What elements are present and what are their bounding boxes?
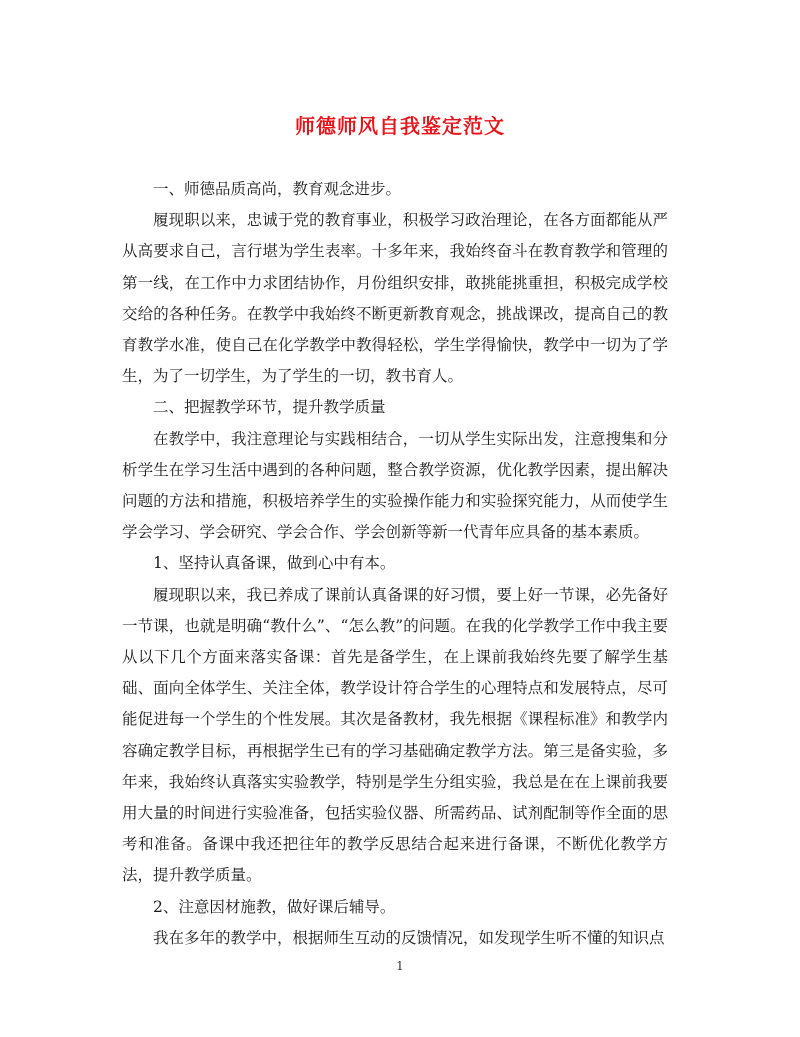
page-number: 1	[396, 959, 404, 973]
section-heading-1: 一、师德品质高尚，教育观念进步。	[153, 180, 402, 198]
section-heading-2: 二、把握教学环节，提升教学质量	[153, 398, 386, 417]
paragraph-3: 履现职以来，我已养成了课前认真备课的好习惯，要上好一节课，必先备好一节课，也就是明确“教什么”、“怎么教”的问题。在我的化学教学工作中我主要从以下几个方面来落实备课：首先是备学生，在上课前我始终先要了解学生基础、面向全体学生、关注全体，教学设计符合学生的心理特点和发展特点，尽可能促进每一个学生的个性发展。其次是备教材，我先根据《课程标准》和教学内容确定教学目标，再根据学生已有的学习基础确定教学方法。第三是备实验，多年来，我始终认真落实实验教学，特别是学生分组实验，我总是在在上课前我要用大量的时间进行实验准备，包括实验仪器、所需药品、试剂配制等作全面的思考和准备。备课中我还把往年的教学反思结合起来进行备课，不断优化教学方法，提升教学质量。	[122, 585, 668, 885]
subheading-2: 2、注意因材施教，做好课后辅导。	[153, 897, 396, 916]
paragraph-4: 我在多年的教学中，根据师生互动的反馈情况，如发现学生听不懂的知识点	[153, 928, 665, 947]
paragraph-2: 在教学中，我注意理论与实践相结合，一切从学生实际出发，注意搜集和分析学生在学习生活中遇到的各种问题，整合教学资源，优化教学因素，提出解决问题的方法和措施，积极培养学生的实验操作能力和实验探究能力，从而使学生学会学习、学会研究、学会合作、学会创新等新一代青年应具备的基本素质。	[122, 429, 668, 542]
subheading-1: 1、坚持认真备课，做到心中有本。	[153, 554, 396, 573]
document-title: 师德师风自我鉴定范文	[295, 114, 505, 138]
paragraph-1: 履现职以来，忠诚于党的教育事业，积极学习政治理论，在各方面都能从严从高要求自己，言行堪为学生表率。十多年来，我始终奋斗在教育教学和管理的第一线，在工作中力求团结协作，月份组织安排，敢挑能挑重担，积极完成学校交给的各种任务。在教学中我始终不断更新教育观念，挑战课改，提高自己的教育教学水准，使自己在化学教学中教得轻松，学生学得愉快，教学中一切为了学生，为了一切学生，为了学生的一切，教书育人。	[122, 211, 668, 386]
document-body	[122, 174, 668, 954]
